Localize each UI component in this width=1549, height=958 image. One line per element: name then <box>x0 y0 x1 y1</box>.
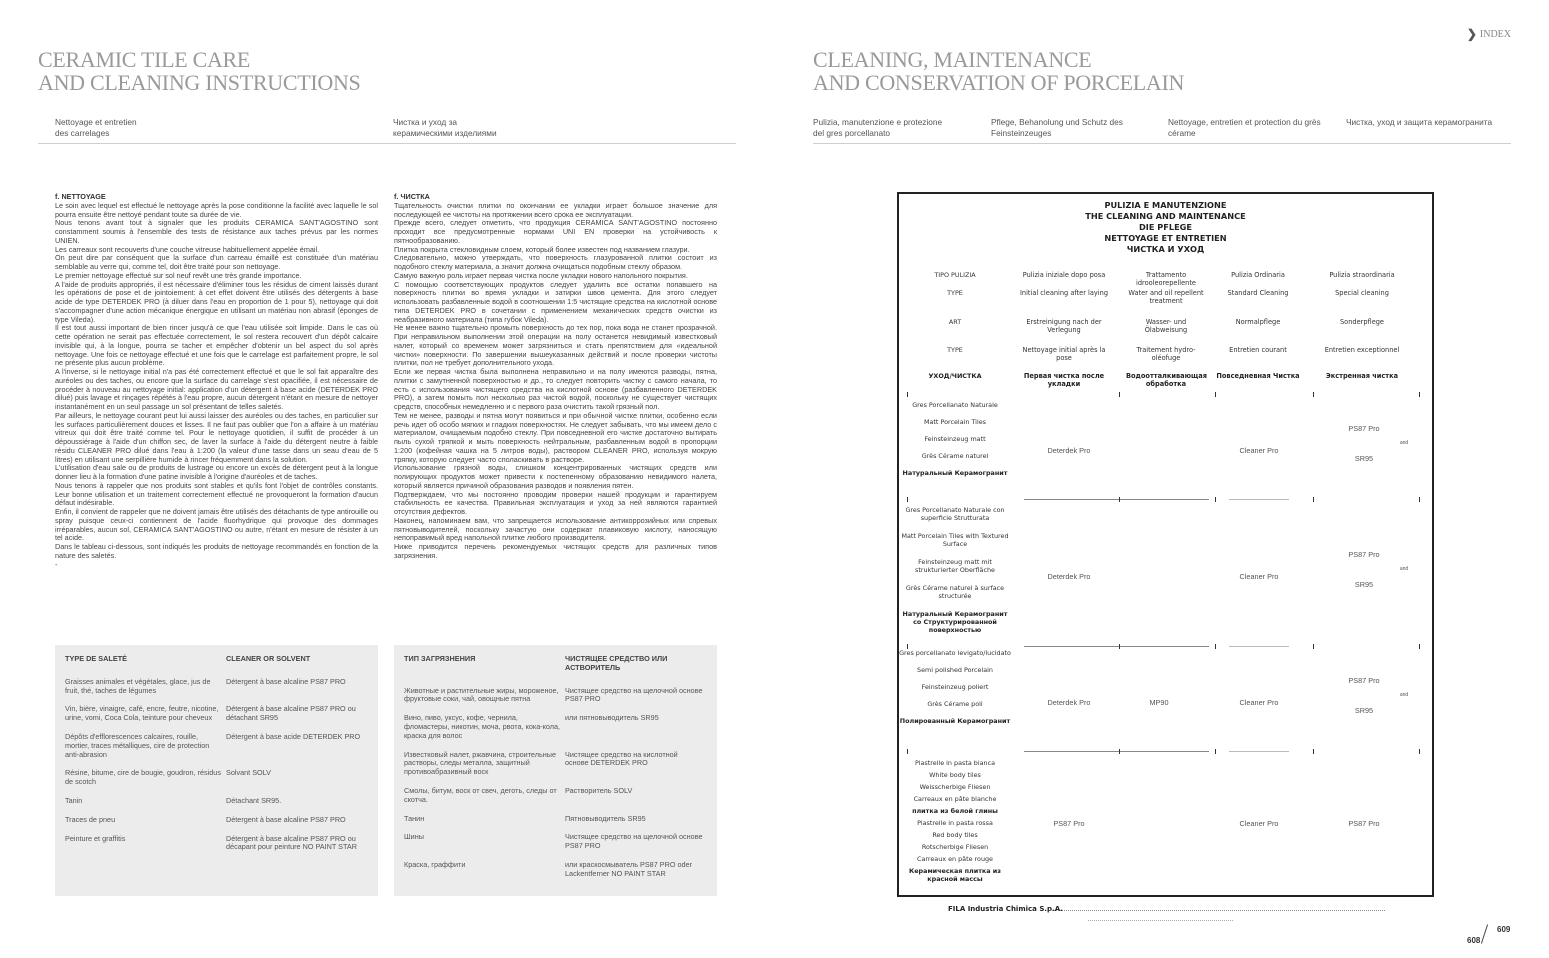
right-subtitle-de: Pflege, Behanolung und Schutz des Feinsteinzeuges <box>991 117 1123 138</box>
ru-table-cleaner-cell: или пятновыводитель SR95 <box>565 713 659 723</box>
page-number-divider <box>1481 924 1488 943</box>
ru-table-dirt-cell: Вино, пиво, уксус, кофе, чернила, фломастеры, никотин, моча, рвота, кока-кола, краска для волос <box>404 713 561 740</box>
ru-table-row <box>404 687 707 715</box>
fr-paragraph: On peut dire par conséquent que la surface d'un carreau émaillé est constituée d'un matériau semblable au verre qui, comme tel, doit être traité pour son nettoyage. <box>55 253 378 271</box>
page-number-left: 608 <box>1467 936 1481 945</box>
fr-table-row <box>65 797 368 816</box>
fr-paragraph: L'utilisation d'eau sale ou de produits de lustrage ou encore un excès de détergent peut à la longue donner lieu à la formation d'une patine invisible à l'origine d'auréoles et de taches. <box>55 463 378 481</box>
fila-column-tick <box>907 497 908 502</box>
fr-table-dirt-cell: Peinture et graffitis <box>65 833 126 843</box>
fila-column-tick <box>1313 392 1314 397</box>
fr-paragraph: Nous tenons à rappeler que nos produits sont stables et qu'ils font l'objet de contrôles constants. Leur bonne utilisation et un traitement correctement effectué ne provoqueront la formation d'aucun défaut indésirable. <box>55 480 378 508</box>
ru-table-row <box>404 751 707 787</box>
fila-column-tick <box>907 749 908 754</box>
fila-initial-cleaning-product: Deterdek Pro <box>1047 572 1091 581</box>
left-page-title: CERAMIC TILE CARE AND CLEANING INSTRUCTIONS <box>38 47 361 95</box>
fila-group-separator <box>1024 751 1209 752</box>
index-label: INDEX <box>1479 29 1511 40</box>
ru-table-header-dirt: ТИП ЗАГРЯЗНЕНИЯ <box>404 654 476 663</box>
fr-paragraphs <box>55 202 378 570</box>
fila-column-tick <box>1313 497 1314 502</box>
fila-material-label: Feinsteinzeug matt <box>924 435 986 443</box>
fr-table-row <box>65 835 368 863</box>
index-arrow-icon: ❯ <box>1466 27 1477 41</box>
fila-header-label: ART <box>948 318 962 326</box>
fila-column-tick <box>1215 749 1216 754</box>
ru-paragraph: Наконец, напоминаем вам, что запрещается использование антикоррозийных или спревых пятновыводителей, поскольку зачастую они содержат плавиковую кислоту, наносящую непоправимый вред напольной плитке любого производителя. <box>394 515 717 543</box>
fila-material-label: Gres porcellanato levigato/lucidato <box>899 649 1011 657</box>
fr-table-cleaner-cell: Détergent à base alcaline PS87 PRO <box>226 814 346 824</box>
fila-material-label: Piastrelle in pasta bianca <box>914 759 995 767</box>
fila-material-label: Gres Porcellanato Naturale <box>912 401 998 409</box>
fr-heading: f. NETTOYAGE <box>55 192 106 201</box>
fila-group-separator <box>1229 751 1289 752</box>
fila-header-cell: Special cleaning <box>1335 289 1389 297</box>
fila-header-cell: Первая чистка после укладки <box>1023 372 1105 388</box>
fr-table-cleaner-cell: Détergent à base alcaline PS87 PRO ou détachant SR95 <box>226 704 356 723</box>
fr-table-row <box>65 678 368 706</box>
fr-table-row <box>65 705 368 733</box>
fila-cleaning-chart <box>897 192 1434 897</box>
ru-paragraph: Следовательно, можно утверждать, что поверхность глазурованной плитки состоит из подобного стеклу материала, а значит должна очищаться подобным стеклу образом. <box>394 253 717 271</box>
ru-table-row <box>404 787 707 815</box>
fila-material-label: Grès Cérame poli <box>927 700 983 708</box>
fila-standard-cleaning-product: Cleaner Pro <box>1239 572 1279 581</box>
fila-header-cell: Pulizia iniziale dopo posa <box>1022 271 1106 279</box>
ru-table-row <box>404 861 707 889</box>
fila-special-cleaning-and: and <box>1399 566 1409 572</box>
ru-table-dirt-cell: Краска, граффити <box>404 859 466 869</box>
fr-text-column <box>55 193 378 569</box>
fila-header-cell: Водоотталкивающая обработка <box>1126 372 1207 388</box>
fila-header-cell: Wasser- und Ölabweisung <box>1144 318 1188 334</box>
fila-group-separator <box>1229 499 1289 500</box>
fila-group-separator <box>1024 499 1209 500</box>
fila-initial-cleaning-product: PS87 Pro <box>1053 819 1085 828</box>
fr-cleaning-table-box <box>55 645 378 896</box>
fila-material-label: Semi polished Porcelain <box>917 666 993 674</box>
fila-material-label: плитка из белой глины <box>912 807 998 815</box>
fila-standard-cleaning-product: Cleaner Pro <box>1239 698 1279 707</box>
fila-header-label: TYPE <box>947 289 963 297</box>
fila-header-cell: Sonderpflege <box>1340 318 1384 326</box>
fila-column-tick <box>1215 392 1216 397</box>
ru-paragraph: Тщательность очистки плитки по окончании ее укладки играет большое значение для последующей ее чистоты на протяжении всего срока ее эксплуатации. <box>394 200 717 219</box>
right-page-title: CLEANING, MAINTENANCE AND CONSERVATION OF PORCELAIN <box>813 47 1185 95</box>
fila-material-label: Carreaux en pâte blanche <box>913 795 997 803</box>
fr-cleaning-table <box>65 655 368 862</box>
fr-paragraph: Le soin avec lequel est effectué le nettoyage après la pose conditionne la facilité avec laquelle le sol pourra ensuite être nettoyé pendant toute sa durée de vie. <box>55 200 378 219</box>
fila-standard-cleaning-product: Cleaner Pro <box>1239 446 1279 455</box>
fila-group-separator <box>1024 646 1209 647</box>
left-divider <box>38 143 736 144</box>
fila-chart-title: PULIZIA E MANUTENZIONE THE CLEANING AND MAINTENANCE DIE PFLEGE NETTOYAGE ET ENTRETIEN ЧИСТКА И УХОД <box>1085 200 1246 254</box>
fila-header-cell: Traitement hydro-oléofuge <box>1136 346 1196 362</box>
fr-paragraph: - <box>55 559 58 569</box>
ru-paragraph: Плитка покрыта стекловидным слоем, который более известен под названием глазури. <box>394 244 690 254</box>
ru-paragraph: Ниже приводится перечень рекомендуемых чистящих средств для различных типов загрязнения. <box>394 542 717 560</box>
ru-table-cleaner-cell: Чистящее средство на щелочной основе PS87 PRO <box>565 685 703 704</box>
fila-column-tick <box>1119 497 1120 502</box>
ru-cleaning-table-box <box>394 645 717 896</box>
fila-material-label: Rotscherbige Fliesen <box>921 843 989 851</box>
fila-column-tick <box>907 392 908 397</box>
fila-header-cell: Экстренная чистка <box>1325 372 1399 380</box>
ru-table-dirt-cell: Смолы, битум, воск от свеч, деготь, следы от скотча. <box>404 785 557 804</box>
fila-header-cell: Normalpflege <box>1235 318 1281 326</box>
fila-header-cell: Water and oil repellent treatment <box>1128 289 1204 305</box>
ru-paragraphs <box>394 202 717 561</box>
fila-special-cleaning-product: PS87 Pro <box>1348 550 1380 559</box>
fr-table-cleaner-cell: Solvant SOLV <box>226 768 272 778</box>
ru-paragraph: С помощью соответствующих продуктов следует удалить все остатки попавшего на поверхность плитки во время укладки и затирки швов цемента. Для этого следует использовать разбавленные водой в соотношении 1:5 чистящие средства на кислотной основе типа DETERDEK PRO в сочетании с применением механических средств очистки из неабразивного материала (типа губок Vileda). <box>394 279 717 324</box>
fila-column-tick <box>1119 644 1120 649</box>
fila-header-label: TYPE <box>947 346 963 354</box>
fila-material-label: Gres Porcellanato Naturale con superficie Strutturata <box>905 506 1005 522</box>
fr-paragraph: Enfin, il convient de rappeler que ne doivent jamais être utilisés des détachants de type antirouille ou spray puisque ceux-ci contiennent de l'acide fluorhydrique qui provoque des dommages irréparables, aucun sol, CERAMICA SANT'AGOSTINO ou autre, n'étant en mesure de résister à un tel acide. <box>55 507 378 543</box>
fr-table-dirt-cell: Résine, bitume, cire de bougie, goudron, résidus de scotch <box>65 768 221 787</box>
fila-column-tick <box>1119 749 1120 754</box>
ru-table-cleaner-cell: Чистящее средство на кислотной основе DETERDEK PRO <box>565 749 678 768</box>
fila-header-cell: Pulizia straordinaria <box>1329 271 1395 279</box>
ru-paragraph: Не менее важно тщательно промыть поверхность до тех пор, пока вода не станет прозрачной. При неправильном выполнении этой операции на полу останется невидимый известковый налет, который со временем может загрязниться и стать препятствием для «идеальной чистки» поверхности. По завершении вышеуказанных действий и после проверки чистоты плитки, пол не требует дополнительного ухода. <box>394 323 717 368</box>
fr-paragraph: Le premier nettoyage effectué sur sol neuf revêt une très grande importance. <box>55 270 302 280</box>
ru-paragraph: Использование грязной воды, слишком концентрированных чистящих средств или полирующих продуктов может привести к постепенному образованию невидимого налета, который является причиной образования разводов и появления пятен. <box>394 463 717 490</box>
ru-table-cleaner-cell: Чистящее средство на щелочной основе PS87 PRO <box>565 832 703 851</box>
fr-table-row <box>65 769 368 797</box>
ru-text-column <box>394 193 717 561</box>
fr-table-dirt-cell: Graisses animales et végétales, glace, jus de fruit, thé, taches de légumes <box>65 676 211 695</box>
fila-material-label: Matt Porcelain Tiles with Textured Surface <box>901 532 1009 548</box>
fr-table-dirt-cell: Dépôts d'efflorescences calcaires, rouille, mortier, traces métalliques, cire de protection anti-abrasion <box>65 731 210 759</box>
ru-cleaning-table <box>404 655 707 889</box>
ru-table-dirt-cell: Известковый налет, ржавчина, строительные растворы, следы металла, защитный противоабразивный воск <box>404 749 556 777</box>
fr-table-cleaner-cell: Détergent à base alcaline PS87 PRO ou décapant pour peinture NO PAINT STAR <box>226 833 357 852</box>
fila-material-label: Weisscherbige Fliesen <box>919 783 991 791</box>
fr-paragraph: A l'aide de produits appropriés, il est nécessaire d'éliminer tous les résidus de ciment laissés durant les opérations de pose et de jointoiement: à cet effet doivent être utilisés des détergents à base acide de type DETERDEK PRO (à diluer dans l'eau en proportion de 1 pour 5), nettoyage qui doit s'accompagner d'une action mécanique énergique en utilisant un matériau non abrasif (éponges de type Vileda). <box>55 279 378 324</box>
fr-table-header-dirt: TYPE DE SALETÉ <box>65 654 128 663</box>
fila-header-label: TIPO PULIZIA <box>934 271 976 279</box>
right-subtitle-ru: Чистка, уход и защита керамогранита <box>1346 117 1493 127</box>
fila-header-cell: Повседневная Чистка <box>1216 372 1300 380</box>
fr-paragraph: Par ailleurs, le nettoyage courant peut lui aussi laisser des auréoles ou des taches, en particulier sur les surfaces particulièrement douces et lisses. Il ne faut pas oublier que l'on a affaire à un matériau vitreux qui doit être traité comme tel. Pour le nettoyage quotidien, il suffit de procéder à un dépoussiérage à l'aide d'un chiffon sec, de laver la surface à l'aide du détergent neutre à faible résidu CLEANER PRO dilué dans l'eau à 1:200 (la valeur d'une tasse dans un seau d'eau de 5 litres) en utilisant une serpillière humide à rincer fréquemment dans la solution. <box>55 410 378 464</box>
fila-column-tick <box>1313 644 1314 649</box>
fila-footer-contact-line <box>1088 920 1233 921</box>
ru-table-row <box>404 714 707 750</box>
fila-column-tick <box>1313 749 1314 754</box>
fila-special-cleaning-product: PS87 Pro <box>1348 424 1380 433</box>
ru-table-row <box>404 815 707 834</box>
right-subtitle-it: Pulizia, manutenzione e protezione del gres porcellanato <box>813 117 943 138</box>
fila-footer-company: FILA Industria Chimica S.p.A. <box>948 905 1063 913</box>
fila-header-cell: Entretien exceptionnel <box>1324 346 1400 354</box>
fila-special-cleaning-product: PS87 Pro <box>1348 819 1380 828</box>
fr-table-cleaner-cell: Détachant SR95. <box>226 795 282 805</box>
fr-table-row <box>65 816 368 835</box>
fr-table-dirt-cell: Vin, bière, vinaigre, café, encre, feutre, nicotine, urine, vomi, Coca Cola, teinture pour cheveux <box>65 704 219 723</box>
fila-footer-address-line <box>1050 910 1385 911</box>
ru-paragraph: Прежде всего, следует отметить, что продукция CERAMICA SANT'AGOSTINO постоянно проходит все предусмотренные нормами UNI EN проверки на устойчивость к пятнообразованию. <box>394 218 717 245</box>
left-subtitle-fr: Nettoyage et entretien des carrelages <box>55 117 137 138</box>
ru-heading: f. ЧИСТКА <box>394 192 430 201</box>
fila-column-tick <box>1419 749 1420 754</box>
fila-material-label: Натуральный Керамогранит <box>902 469 1008 477</box>
fila-special-cleaning-and: and <box>1399 440 1409 446</box>
fila-header-label: УХОД/ЧИСТКА <box>928 372 982 380</box>
fr-paragraph: Il est tout aussi important de bien rincer jusqu'à ce que l'eau utilisée soit limpide. Dans le cas où cette opération ne serait pas effectuée correctement, le sol restera recouvert d'un dépôt calcaire invisible qui, à la longue, pourra se tacher et empêcher d'obtenir un bel aspect du sol après nettoyage. Une fois ce nettoyage effectué et une fois que le carrelage est parfaitement propre, le sol ne présente plus aucun problème. <box>55 323 378 368</box>
fr-paragraph: Nous tenons avant tout à signaler que les produits CERAMICA SANT'AGOSTINO sont constamment soumis à l'ensemble des tests de résistance aux taches prévus par les normes UNIEN. <box>55 218 378 245</box>
fr-paragraph: Dans le tableau ci-dessous, sont indiqués les produits de nettoyage recommandés en fonction de la nature des saletés. <box>55 542 378 560</box>
fila-standard-cleaning-product: Cleaner Pro <box>1239 819 1279 828</box>
fila-special-cleaning-product: PS87 Pro <box>1348 676 1380 685</box>
fila-special-cleaning-product-2: SR95 <box>1354 706 1374 715</box>
fila-header-cell: Trattamento idrooleorepellente <box>1136 271 1196 287</box>
fr-paragraph: A l'inverse, si le nettoyage initial n'a pas été correctement effectué et que le sol fait apparaître des auréoles ou des taches, ou encore que la surface du carrelage s'est opacifiée, il est nécessaire de procéder à nouveau au nettoyage initial: application d'un détergent à base acide (DETERDEK PRO dilué) puis lavage et rinçages répétés à l'eau propre, aucun détergent n'étant en mesure de nettoyer instantanément en un seul passage un sol présentant de telles saletés. <box>55 367 378 411</box>
fila-special-cleaning-and: and <box>1399 692 1409 698</box>
fila-material-label: White body tiles <box>929 771 981 779</box>
fila-header-cell: Standard Cleaning <box>1227 289 1289 297</box>
ru-table-row <box>404 833 707 861</box>
fila-column-tick <box>1419 644 1420 649</box>
fr-table-header-cleaner: CLEANER OR SOLVENT <box>226 654 311 663</box>
fila-material-label: Натуральный Керамогранит со Структурированной поверхностью <box>902 610 1008 634</box>
fila-material-label: Полированный Керамогранит <box>899 717 1011 725</box>
ru-table-header-cleaner: ЧИСТЯЩЕЕ СРЕДСТВО ИЛИ АСТВОРИТЕЛЬ <box>565 654 668 672</box>
ru-table-dirt-cell: Шины <box>404 832 424 842</box>
fila-material-label: Feinsteinzeug poliert <box>921 683 989 691</box>
fr-paragraph: Les carreaux sont recouverts d'une couche vitreuse habituellement appelée émail. <box>55 244 320 254</box>
fila-material-label: Carreaux en pâte rouge <box>917 855 993 863</box>
fr-table-cleaner-cell: Détergent à base alcaline PS87 PRO <box>226 676 346 686</box>
fila-header-cell: Entretien courant <box>1229 346 1287 354</box>
fila-group-separator <box>1229 646 1289 647</box>
index-link[interactable] <box>1467 27 1511 42</box>
ru-paragraph: Тем не менее, разводы и пятна могут появиться и при обычной чистке плитки, особенно если речь идет об особо мягких и гладких поверхностях. Не следует забывать, что мы имеем дело с материалом, очищаемым подобно стеклу. При повседневной его чистке достаточно вытирать пыль сухой тряпкой и мыть поверхность нейтральным, разбавленным водой в пропорции 1:200 (кофейная чашка на 5 литров воды), раствором CLEANER PRO, используя мокрую тряпку, которую следует часто споласкивать в растворе. <box>394 410 717 464</box>
fila-material-label: Feinsteinzeug matt mit strukturierter Oberfläche <box>915 558 995 574</box>
fila-column-tick <box>1419 497 1420 502</box>
fila-initial-cleaning-product: Deterdek Pro <box>1047 446 1091 455</box>
fila-header-cell: Nettoyage initial après la pose <box>1022 346 1106 362</box>
fr-table-dirt-cell: Tanin <box>65 795 83 805</box>
fr-table-row <box>65 733 368 769</box>
ru-paragraph: Если же первая чистка была выполнена неправильно и на полу имеются разводы, пятна, плитки с замутненной поверхностью и др., то следует повторить чистку с самого начала, то есть с использования чистящего средства на кислотной основе (разбавленного DETERDEK PRO), а затем помыть пол несколько раз чистой водой, поскольку не существует чистящих средств, способных немедленно и с первого раза очистить такой грязный пол. <box>394 367 717 411</box>
ru-table-dirt-cell: Животные и растительные жиры, мороженое, фруктовые соки, чай, овощные пятна <box>404 685 559 704</box>
fila-treatment-product: MP90 <box>1149 698 1169 707</box>
fila-material-label: Matt Porcelain Tiles <box>923 418 986 426</box>
left-subtitle-ru: Чистка и уход за керамическими изделиями <box>393 117 497 138</box>
fila-material-label: Grès Cérame naturel à surface structurée <box>905 584 1005 600</box>
ru-table-cleaner-cell: или краскосмыватель PS87 PRO oder Lackentferner NO PAINT STAR <box>565 859 692 878</box>
fila-header-cell: Erstreinigung nach der Verlegung <box>1026 318 1102 334</box>
fila-column-tick <box>1215 497 1216 502</box>
fila-column-tick <box>1119 392 1120 397</box>
right-divider <box>813 143 1511 144</box>
fila-header-cell: Initial cleaning after laying <box>1019 289 1109 297</box>
right-subtitle-fr: Nettoyage, entretien et protection du grès cérame <box>1168 117 1321 138</box>
ru-table-cleaner-cell: Пятновыводитель SR95 <box>565 813 646 823</box>
fila-column-tick <box>907 644 908 649</box>
fila-material-label: Red body tiles <box>932 831 978 839</box>
fila-header-cell: Pulizia Ordinaria <box>1231 271 1285 279</box>
ru-paragraph: Подтверждаем, что мы постоянно проводим проверки нашей продукции и гарантируем стабильность ее качества. Правильная эксплуатация и уход за ней являются гарантией отсутствия дефектов. <box>394 489 717 516</box>
ru-table-cleaner-cell: Растворитель SOLV <box>565 785 633 795</box>
fila-material-label: Piastrelle in pasta rossa <box>917 819 993 827</box>
ru-table-dirt-cell: Танин <box>404 813 425 823</box>
fila-column-tick <box>1215 644 1216 649</box>
fr-table-cleaner-cell: Détergent à base acide DETERDEK PRO <box>226 731 361 741</box>
ru-paragraph: Самую важную роль играет первая чистка после укладки нового напольного покрытия. <box>394 270 688 280</box>
fila-special-cleaning-product-2: SR95 <box>1354 580 1374 589</box>
fr-table-dirt-cell: Traces de pneu <box>65 814 116 824</box>
fila-initial-cleaning-product: Deterdek Pro <box>1047 698 1091 707</box>
fila-column-tick <box>1419 392 1420 397</box>
fila-material-label: Керамическая плитка из красной массы <box>909 867 1001 883</box>
fila-special-cleaning-product-2: SR95 <box>1354 454 1374 463</box>
page-number-right: 609 <box>1497 925 1511 934</box>
fila-material-label: Grès Cérame naturel <box>921 452 989 460</box>
